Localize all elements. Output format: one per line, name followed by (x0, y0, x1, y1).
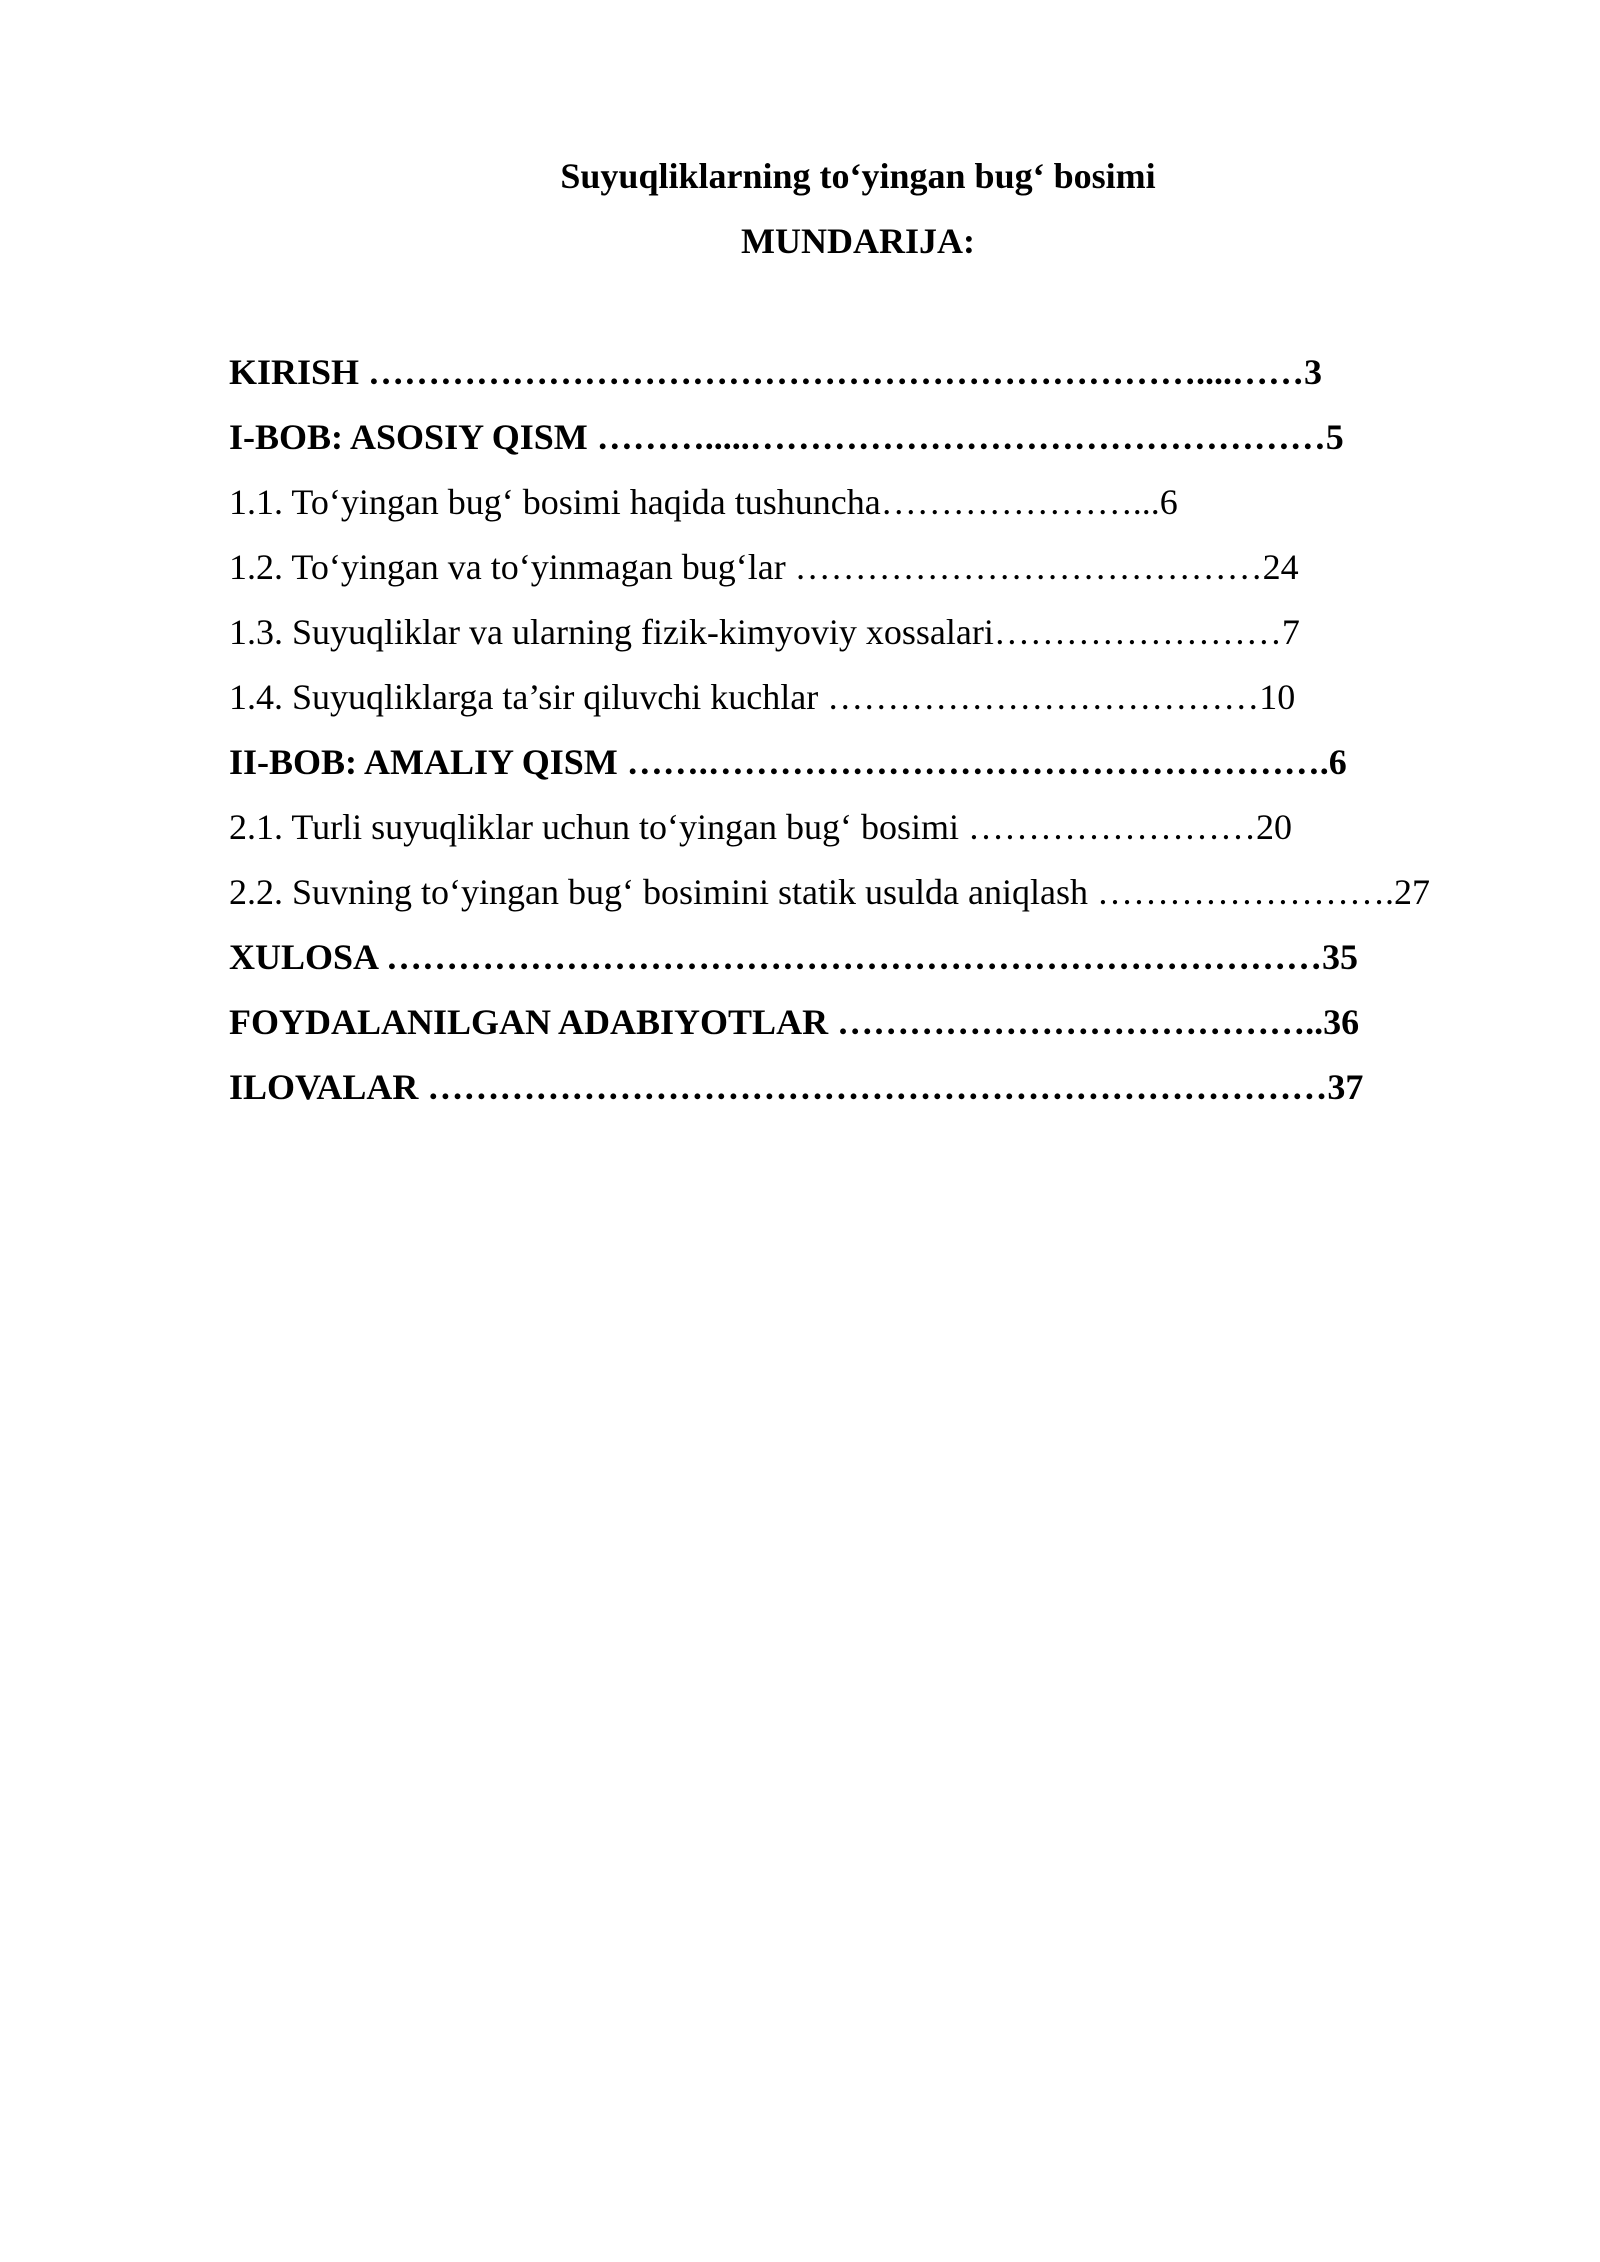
toc-entry-kirish: KIRISH ……………………………………………………………....……3 (229, 352, 1323, 392)
table-of-contents (229, 350, 1549, 1130)
toc-entry-2-1: 2.1. Turli suyuqliklar uchun to‘yingan bug‘ bosimi ……………………20 (229, 807, 1293, 847)
toc-entry-adabiyotlar: FOYDALANILGAN ADABIYOTLAR …………………………………..36 (229, 1002, 1360, 1042)
toc-entry-xulosa: XULOSA ……………………………………………………………………35 (229, 937, 1359, 977)
toc-entry-1-4: 1.4. Suyuqliklarga ta’sir qiluvchi kuchlar ………………………………10 (229, 677, 1296, 717)
toc-entry-ilovalar: ILOVALAR …………………………………………………………………37 (229, 1067, 1364, 1107)
toc-entry-1-1: 1.1. To‘yingan bug‘ bosimi haqida tushuncha…………………...6 (229, 482, 1178, 522)
toc-entry-1-2: 1.2. To‘yingan va to‘yinmagan bug‘lar …………………………………24 (229, 547, 1299, 587)
toc-heading: MUNDARIJA: (741, 221, 975, 261)
document-title: Suyuqliklarning to‘yingan bug‘ bosimi (560, 156, 1156, 196)
toc-entry-2-2: 2.2. Suvning to‘yingan bug‘ bosimini statik usulda aniqlash …………………….27 (229, 872, 1430, 912)
toc-entry-chapter-2: II-BOB: AMALIY QISM …….…………………………………………….6 (229, 742, 1347, 782)
toc-entry-chapter-1: I-BOB: ASOSIY QISM ……….....…………………………………………5 (229, 417, 1344, 457)
toc-entry-1-3: 1.3. Suyuqliklar va ularning fizik-kimyoviy xossalari……………………7 (229, 612, 1300, 652)
